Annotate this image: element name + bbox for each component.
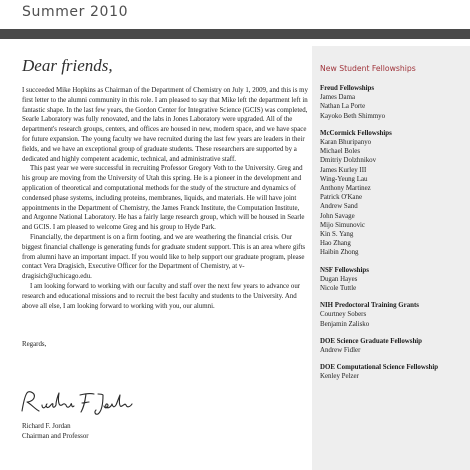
fellow-name: John Savage: [320, 212, 355, 220]
fellow-name: Michael Boles: [320, 148, 360, 156]
fellow-name: Nicole Tuttle: [320, 285, 357, 293]
sidebar-heading: New Student Fellowships: [320, 64, 416, 73]
fellowship-group: [320, 266, 466, 294]
fellow-name: Karan Bhuripanyo: [320, 139, 372, 147]
fellow-name: Benjamin Zalisko: [320, 320, 370, 328]
fellowship-group: [320, 129, 466, 258]
letter-greeting: Dear friends,: [22, 56, 113, 75]
fellow-name: Mijo Simunovic: [320, 221, 365, 229]
fellow-name: Wing-Yeung Lau: [320, 175, 368, 183]
fellowship-group-title: DOE Computational Science Fellowship: [320, 364, 439, 372]
fellow-name: Nathan La Porte: [320, 103, 366, 111]
fellow-name: Andrew Sand: [320, 203, 358, 211]
signer-name: Richard F. Jordan: [22, 423, 71, 430]
handwritten-signature: [18, 387, 138, 417]
fellowship-group: [320, 301, 466, 329]
letter-body: [22, 86, 308, 311]
fellowship-group-title: NSF Fellowships: [320, 266, 369, 274]
fellow-name: Hao Zhang: [320, 240, 351, 248]
letter-paragraph: I am looking forward to working with our faculty and staff over the next few years to advance our research and educational missions and to recruit the best faculty and students to the University. And above all else, I am looking forward to working with you, our alumni.: [22, 282, 301, 310]
fellow-name: Anthony Martinez: [320, 185, 371, 193]
fellowship-group-title: DOE Science Graduate Fellowship: [320, 337, 423, 345]
signer-title: Chairman and Professor: [22, 433, 89, 440]
fellowship-group: [320, 84, 466, 121]
fellowship-groups: [320, 84, 466, 390]
fellowship-group: [320, 337, 466, 355]
fellow-name: James Dama: [320, 94, 356, 102]
fellowship-group: [320, 363, 466, 381]
letter-paragraph: This past year we were successful in recruiting Professor Gregory Voth to the University. Greg and his group are moving from the University of Utah this spring. He is a pioneer in the development and application of theoretical and computational methods for the study of the structure and dynamics of condensed phase systems, including proteins, membranes, liquids, and materials. He will have joint appointments in the Department of Chemistry, the James Franck Institute, the Computation Institute, and Argonne National Laboratory. He has a fairly large research group, which will be housed in Searle and GCIS. I am pleased to welcome Greg and his group to Hyde Park.: [22, 165, 305, 232]
fellow-name: Kenley Pelzer: [320, 373, 359, 381]
fellow-name: Andrew Fidler: [320, 347, 361, 355]
issue-date: Summer 2010: [22, 4, 129, 20]
fellow-name: Kayoko Beth Shimmyo: [320, 112, 386, 120]
header-divider-bar: [0, 29, 470, 39]
fellowship-group-title: McCormick Fellowships: [320, 129, 392, 137]
fellow-name: Haibin Zhong: [320, 249, 359, 257]
fellow-name: Dugan Hayes: [320, 275, 358, 283]
fellow-name: Dmitriy Dolzhnikov: [320, 157, 377, 165]
letter-paragraph: Financially, the department is on a firm footing, and we are weathering the financial crisis. Our biggest financial challenge is generating funds for graduate student support. This is an area where gifts from alumni have an important impact. If you would like to help support our graduate program, please contact Vera Dragisich, Executive Officer for the Department of Chemistry, at v-dragisich@uchicago.edu.: [22, 233, 306, 281]
fellow-name: Courtney Sobers: [320, 311, 367, 319]
fellow-name: Patrick O'Kane: [320, 194, 362, 202]
letter-paragraph: I succeeded Mike Hopkins as Chairman of the Department of Chemistry on July 1, 2009, and this is my first letter to the alumni community in this role. I am pleased to say that Mike left the department left in fantastic shape. In the last few years, the Gordon Center for Integrative Science (GCIS) was completed, Searle Laboratory was fully renovated, and the labs in Jones Laboratory were upgraded. All of the department's research groups, centers, and offices are housed in new, modern space, and we have space for future expansion. The young faculty we have recruited during the last few years are leaders in their fields, and we have an exceptional group of graduate students. These researchers are supported by a dedicated and highly competent academic, technical, and administrative staff.: [22, 87, 308, 163]
fellow-name: James Kurley III: [320, 166, 367, 174]
fellow-name: Kin S. Yang: [320, 231, 354, 239]
fellowship-group-title: NIH Predoctoral Training Grants: [320, 302, 419, 310]
fellowship-group-title: Freud Fellowships: [320, 85, 375, 92]
letter-closing: Regards,: [22, 341, 47, 348]
